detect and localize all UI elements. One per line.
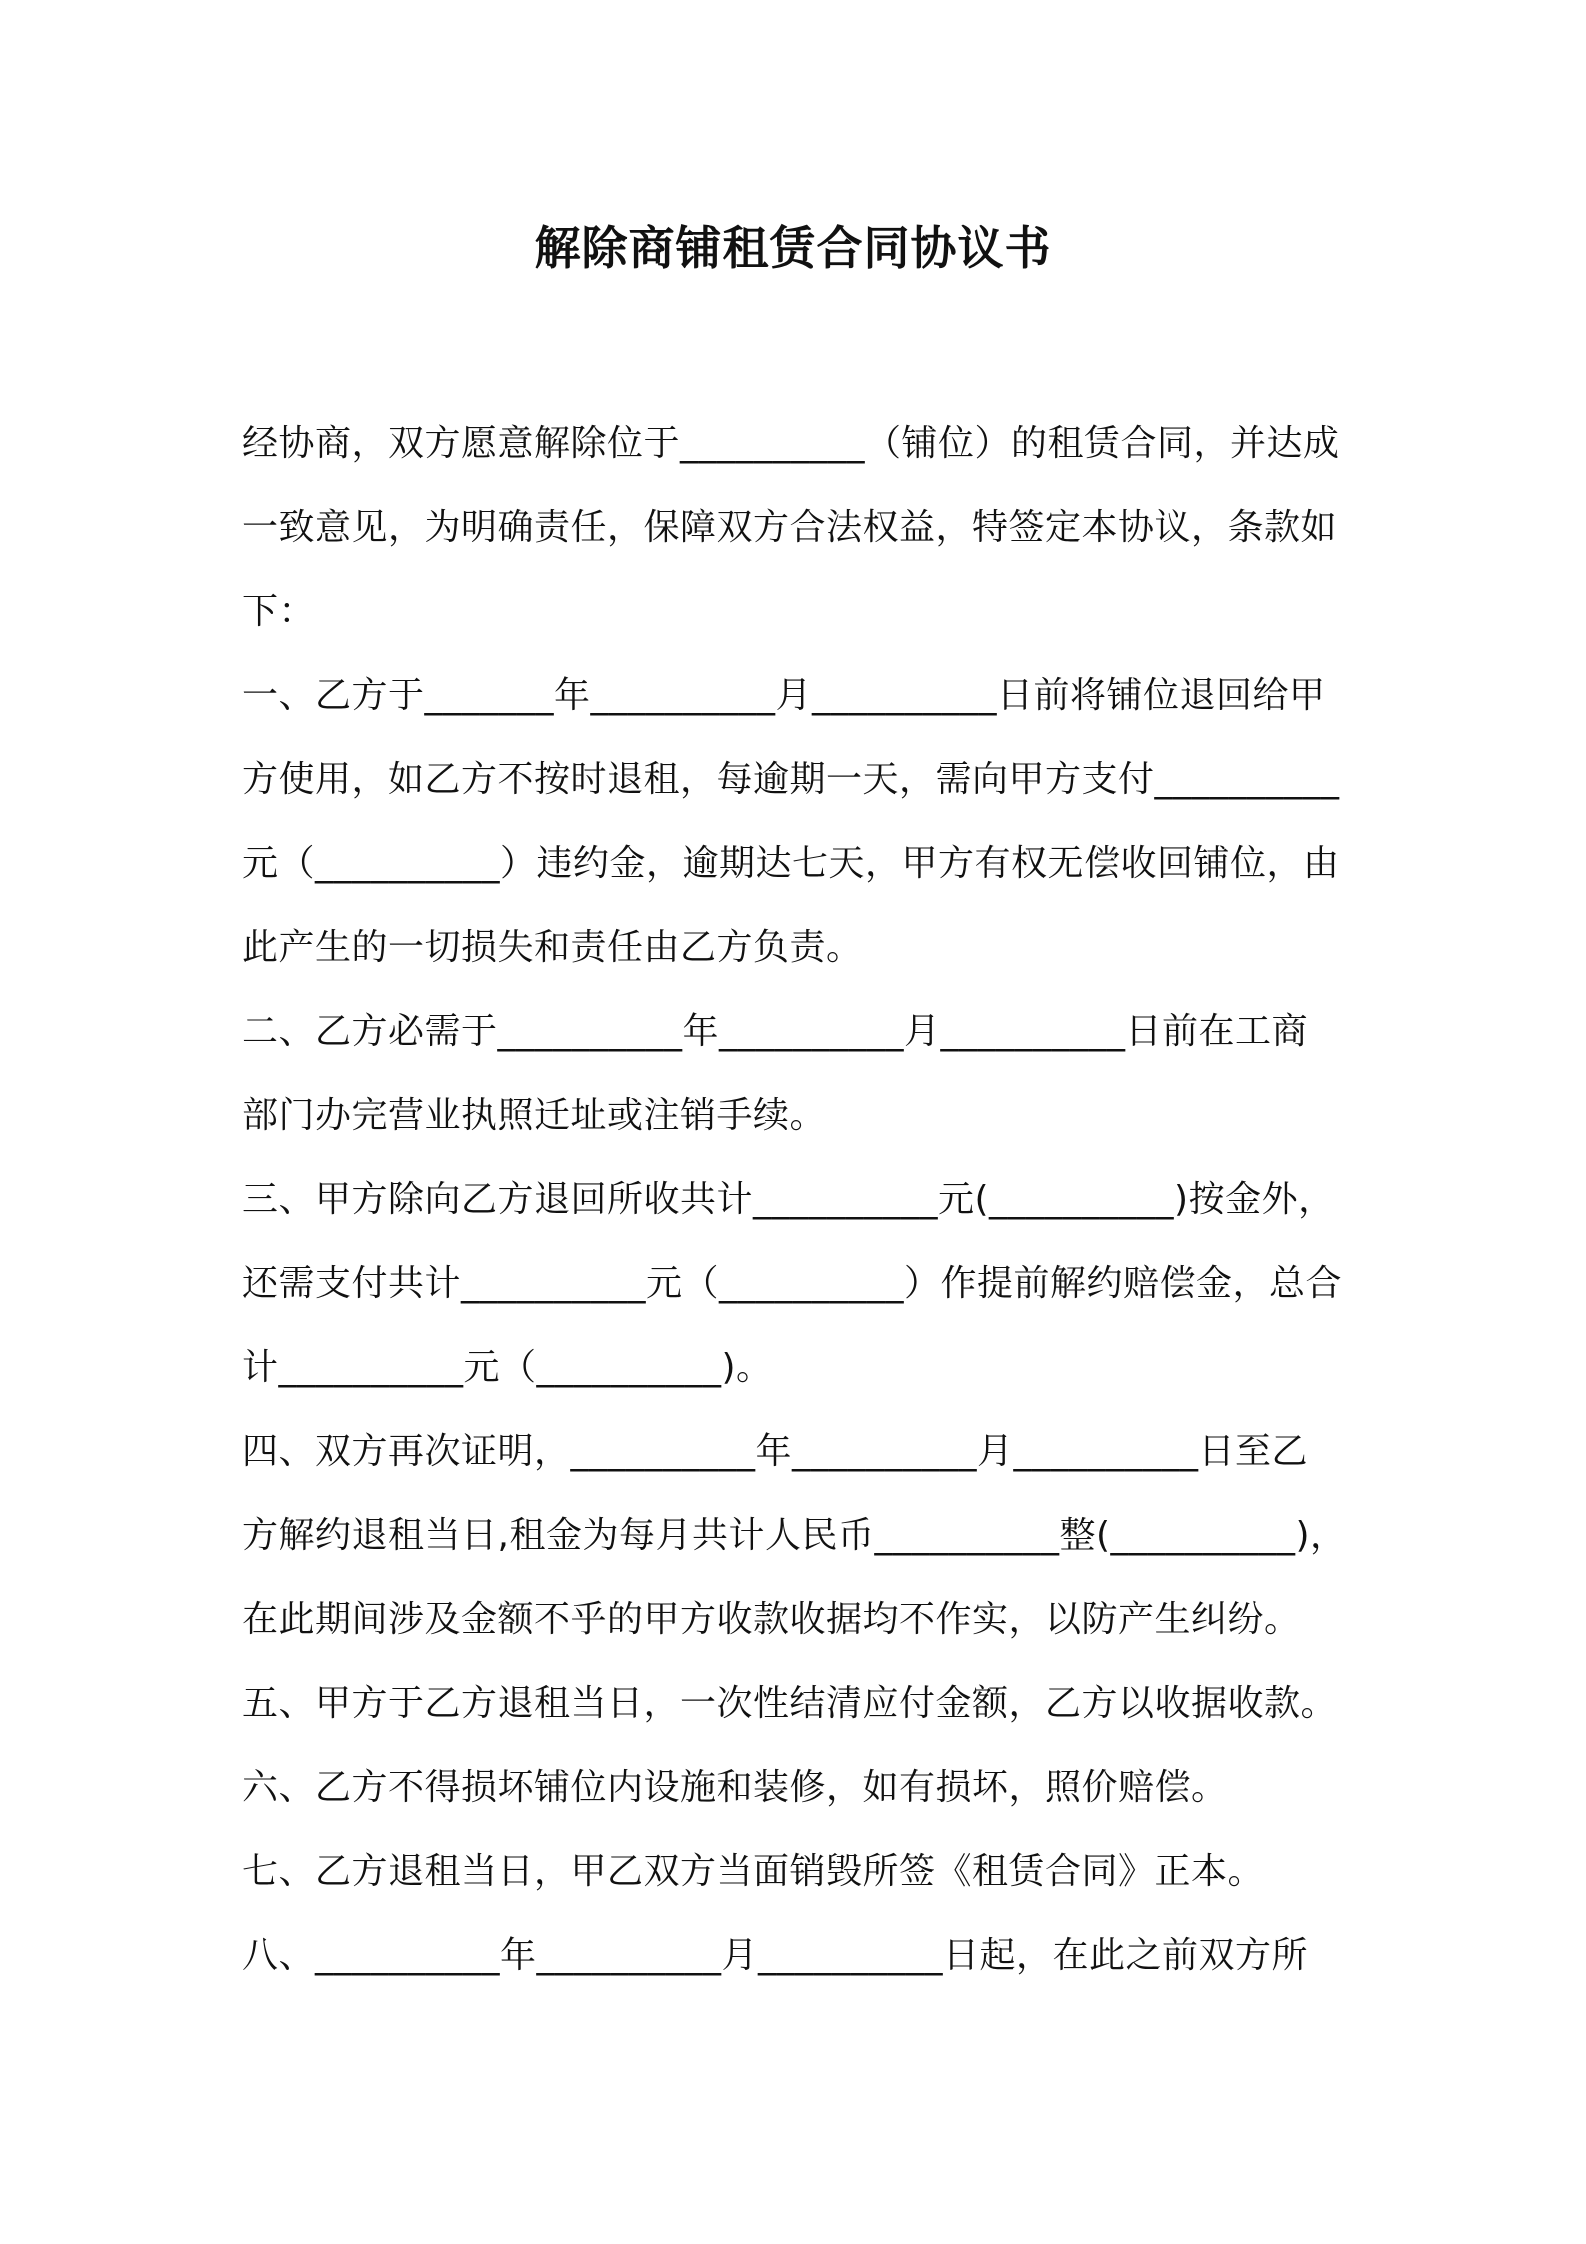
clause-2-line: 二、乙方必需于__________年__________月__________日前在工商 (242, 1011, 1309, 1052)
clause-4-line: 四、双方再次证明，__________年__________月__________日至乙 (242, 1431, 1309, 1472)
clause-1-line: 元（__________）违约金，逾期达七天，甲方有权无偿收回铺位，由 (242, 843, 1340, 884)
clause-3-line: 三、甲方除向乙方退回所收共计__________元(__________)按金外， (242, 1179, 1335, 1220)
body-line: 一致意见，为明确责任，保障双方合法权益，特签定本协议，条款如 (242, 507, 1338, 548)
clause-4-line: 在此期间涉及金额不乎的甲方收款收据均不作实，以防产生纠纷。 (242, 1599, 1301, 1640)
clause-1-line: 一、乙方于_______年__________月__________日前将铺位退回给甲 (242, 675, 1326, 716)
body-line: 下： (242, 591, 316, 632)
clause-7-line: 七、乙方退租当日，甲乙双方当面销毁所签《租赁合同》正本。 (242, 1851, 1265, 1892)
clause-3-line: 还需支付共计__________元（__________）作提前解约赔偿金，总合 (242, 1263, 1343, 1304)
clause-8-line: 八、__________年__________月__________日起，在此之前双方所 (242, 1935, 1309, 1976)
clause-3-line: 计__________元（__________)。 (242, 1347, 773, 1388)
body-line: 经协商，双方愿意解除位于__________（铺位）的租赁合同，并达成 (242, 423, 1340, 464)
clause-4-line: 方解约退租当日,租金为每月共计人民币__________整(__________)， (242, 1515, 1347, 1556)
clause-1-line: 方使用，如乙方不按时退租，每逾期一天，需向甲方支付__________ (242, 759, 1340, 800)
document-body (242, 402, 1362, 1998)
clause-2-line: 部门办完营业执照迁址或注销手续。 (242, 1095, 827, 1136)
document-title: 解除商铺租赁合同协议书 (534, 221, 1052, 275)
clause-5-line: 五、甲方于乙方退租当日，一次性结清应付金额，乙方以收据收款。 (242, 1683, 1338, 1724)
clause-6-line: 六、乙方不得损坏铺位内设施和装修，如有损坏，照价赔偿。 (242, 1767, 1228, 1808)
clause-1-line: 此产生的一切损失和责任由乙方负责。 (242, 927, 863, 968)
